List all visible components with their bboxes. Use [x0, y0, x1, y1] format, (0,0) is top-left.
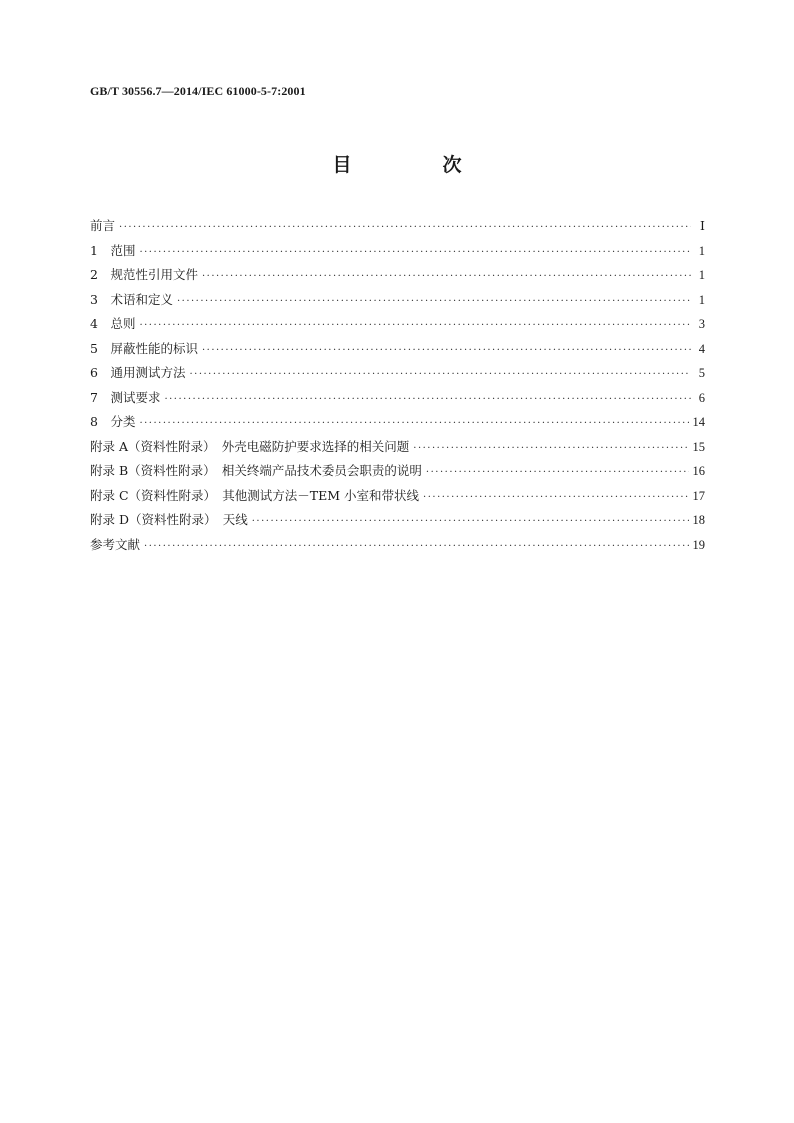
toc-entry-annex-c[interactable] [90, 486, 705, 511]
toc-entry-label: 3 术语和定义 [90, 291, 173, 307]
toc-dot-leader [189, 369, 691, 380]
toc-entry-general[interactable] [90, 314, 705, 339]
toc-entry-label: 前言 [90, 218, 116, 233]
toc-entry-label: 参考文献 [90, 536, 141, 552]
toc-entry-page: 1 [698, 243, 705, 258]
toc-entry-terms-definitions[interactable] [90, 290, 705, 315]
toc-entry-annex-b[interactable] [90, 461, 705, 486]
toc-dot-leader [164, 394, 691, 405]
toc-entry-annex-a[interactable] [90, 437, 705, 462]
toc-entry-page: 18 [692, 513, 705, 527]
toc-dot-leader [423, 492, 688, 503]
toc-entry-shielding-performance[interactable] [90, 339, 705, 364]
toc-entry-page: 14 [692, 415, 705, 429]
toc-entry-page: 3 [698, 317, 705, 331]
standard-number: GB/T 30556.7—2014/IEC 61000-5-7:2001 [90, 84, 306, 98]
toc-entry-label: 附录 A（资料性附录） 外壳电磁防护要求选择的相关问题 [90, 438, 410, 454]
toc-entry-test-methods[interactable] [90, 363, 705, 388]
toc-entry-label: 附录 B（资料性附录） 相关终端产品技术委员会职责的说明 [90, 463, 422, 478]
toc-entry-label: 8 分类 [90, 414, 136, 429]
toc-entry-label: 7 测试要求 [90, 389, 161, 405]
toc-entry-label: 5 屏蔽性能的标识 [90, 340, 198, 356]
toc-entry-label: 附录 C（资料性附录） 其他测试方法－TEM 小室和带状线 [90, 487, 420, 503]
toc-dot-leader [413, 443, 688, 454]
toc-entry-foreword[interactable] [90, 216, 705, 241]
toc-dot-leader [139, 320, 691, 331]
toc-dot-leader [139, 418, 688, 429]
toc-dot-leader [177, 296, 691, 307]
toc-entry-page: 6 [698, 390, 705, 405]
toc-entry-label: 4 总则 [90, 316, 136, 331]
toc-title: 目 次 [332, 154, 498, 176]
toc-entry-test-requirements[interactable] [90, 388, 705, 413]
toc-entry-label: 2 规范性引用文件 [90, 267, 198, 282]
toc-entry-page: 1 [698, 268, 705, 282]
toc-entry-page: Ⅰ [700, 219, 705, 233]
toc-entry-bibliography[interactable] [90, 535, 705, 560]
toc-dot-leader [139, 247, 691, 258]
toc-entry-label: 6 通用测试方法 [90, 365, 186, 380]
toc-entry-label: 1 范围 [90, 242, 136, 258]
toc-dot-leader [202, 271, 691, 282]
toc-entry-page: 15 [692, 439, 705, 454]
toc-entry-classification[interactable] [90, 412, 705, 437]
toc-dot-leader [252, 516, 689, 527]
toc-entry-page: 5 [698, 366, 705, 380]
toc-entry-normative-references[interactable] [90, 265, 705, 290]
toc-dot-leader [144, 541, 688, 552]
toc-dot-leader [119, 222, 691, 233]
toc-entry-page: 4 [698, 341, 705, 356]
toc-entry-annex-d[interactable] [90, 510, 705, 535]
toc-entry-page: 19 [692, 537, 705, 552]
toc-entry-scope[interactable] [90, 241, 705, 266]
toc-list [90, 216, 705, 559]
toc-entry-page: 16 [692, 464, 705, 478]
toc-dot-leader [426, 467, 689, 478]
toc-entry-page: 1 [698, 292, 705, 307]
toc-entry-page: 17 [692, 488, 705, 503]
toc-dot-leader [202, 345, 691, 356]
toc-entry-label: 附录 D（资料性附录） 天线 [90, 512, 248, 527]
